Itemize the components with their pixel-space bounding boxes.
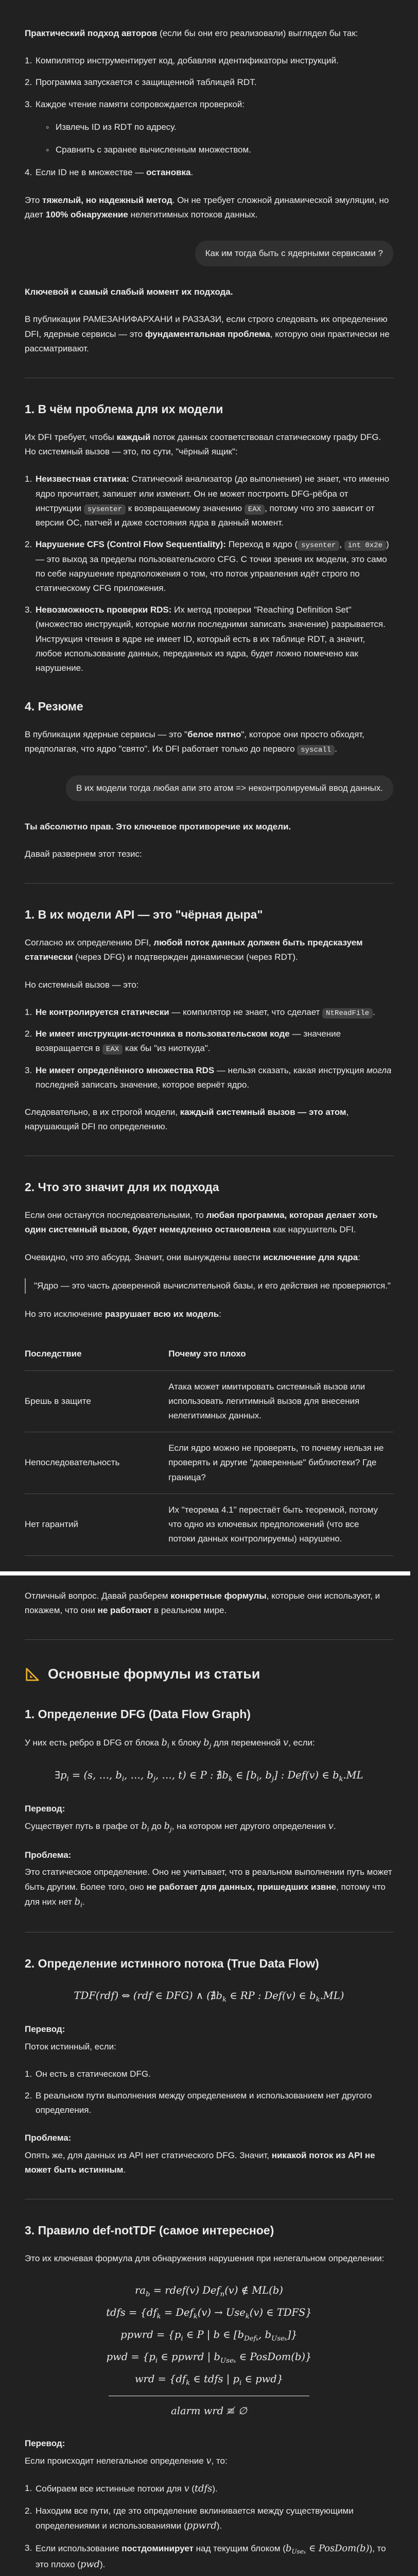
- heading-true-data-flow: 2. Определение истинного потока (True Data Flow): [25, 1956, 319, 1970]
- triangular-ruler-icon: [25, 1667, 40, 1682]
- list-item: Не имеет инструкции-источника в пользовательском коде — значение возвращается в EAX как бы "из ниоткуда".: [36, 1029, 341, 1054]
- list-item: Каждое чтение памяти сопровождается проверкой: ◦ Извлечь ID из RDT по адресу. ◦ Сравнить с заранее вычисленным множеством.: [25, 97, 393, 158]
- table-cell: Если ядро можно не проверять, то почему нельзя не проверять и другие "доверенные" библиотеки? Где граница?: [168, 1432, 393, 1494]
- assistant-message: [25, 1589, 393, 2576]
- list-item: Компилятор инструментирует код, добавляя идентификаторы инструкций.: [36, 56, 339, 66]
- list-item: Если ID не в множестве — остановка.: [36, 167, 194, 178]
- assistant-message: [25, 285, 393, 756]
- heading-what-it-means: 2. Что это значит для их подхода: [25, 1180, 219, 1194]
- paragraph: Ты абсолютно прав. Это ключевое противоречие их модели.: [25, 821, 291, 832]
- ordered-list: [25, 54, 393, 180]
- assistant-message: [25, 820, 393, 1556]
- user-message: [25, 241, 393, 266]
- formula-def-nottdf: $ra_b$ = rdef(v) Def$_n$(v) ∉ ML(b) tdfs = {$df_k = Def_k(v) \to Use_k(v)$ ∈ TDFS} ppwrd = {$p_i$ ∈ P | b ∈ [$b_{Def_k}$, $b_{Use_k}$]} pwd = {$p_i$ ∈ ppwrd | $b_{Use_k}$ ∈ PosDom(b)} wrd = {$df_k$ ∈ tdfs | $p_i$ ∈ pwd} alarm wrd ≢ ∅: [106, 2284, 312, 2417]
- heading-api-black-hole: 1. В их модели API — это "чёрная дыра": [25, 908, 263, 922]
- list-item: ◦ Извлечь ID из RDT по адресу.: [46, 120, 393, 134]
- list-item: Если использование постдоминирует над текущим блоком ($b_{Use_k}$ ∈ PosDom(b)), то это плохо (pwd).: [36, 2543, 386, 2570]
- list-item: Находим все пути, где это определение вклинивается между существующими определениями и использованиями (ppwrd).: [36, 2506, 354, 2532]
- table-cell: Непоследовательность: [25, 1432, 168, 1494]
- table-header-row: [25, 1338, 393, 1370]
- table-cell: Брешь в защите: [25, 1370, 168, 1432]
- paragraph: Опять же, для данных из API нет статического DFG. Значит, никакой поток из API не может быть истинным.: [25, 2150, 375, 2175]
- table-row: [25, 1494, 393, 1555]
- problem-label: Проблема:: [25, 1850, 72, 1860]
- paragraph: Давай развернем этот тезис:: [25, 849, 142, 859]
- user-message: [25, 775, 393, 801]
- list-item: ◦ Сравнить с заранее вычисленным множеством.: [46, 143, 393, 157]
- heading-formulas-section: Основные формулы из статьи: [25, 1666, 393, 1683]
- paragraph: Очевидно, что это абсурд. Значит, они вынуждены ввести исключение для ядра:: [25, 1252, 360, 1262]
- paragraph: Но системный вызов — это:: [25, 979, 139, 990]
- fraction-rule: [109, 2396, 309, 2397]
- table-cell: Их "теорема 4.1" перестаёт быть теоремой, потому что одно из ключевых предположений (что все потоки данных контролируемы) нарушено.: [168, 1494, 393, 1555]
- sub-list: [36, 120, 393, 157]
- list-item: Программа запускается с защищенной таблицей RDT.: [36, 77, 257, 88]
- translation-label: Перевод:: [25, 2024, 65, 2035]
- list-item: В реальном пути выполнения между определением и использованием нет другого определения.: [36, 2090, 372, 2115]
- paragraph: Но это исключение разрушает всю их модель:: [25, 1309, 221, 1319]
- paragraph: Ключевой и самый слабый момент их подхода.: [25, 287, 233, 297]
- paragraph: Практический подход авторов (если бы они его реализовали) выглядел бы так:: [25, 28, 358, 38]
- paragraph: Поток истинный, если:: [25, 2041, 116, 2052]
- problem-label: Проблема:: [25, 2133, 72, 2143]
- paragraph: Это тяжелый, но надежный метод. Он не требует сложной динамической эмуляции, но дает 100% обнаружение нелегитимных потоков данных.: [25, 195, 389, 219]
- column-header: Почему это плохо: [168, 1338, 393, 1370]
- heading-def-nottdf-rule: 3. Правило def-notTDF (самое интересное): [25, 2224, 274, 2238]
- ordered-list: [25, 1005, 393, 1092]
- translation-label: Перевод:: [25, 1804, 65, 1814]
- table-row: [25, 1432, 393, 1494]
- list-item: Нарушение CFS (Control Flow Sequentiality): Переход в ядро ( sysenter , int 0x2e ) — это выход за пределы пользовательского CFG. С точки зрения их модели, это само по себе нарушение предположения о том, что поток управления идёт строго по статическому CFG приложения.: [36, 539, 389, 593]
- kernel-trust-quote: "Ядро — это часть доверенной вычислительной базы, и его действия не проверяются.": [25, 1278, 393, 1294]
- paragraph: У них есть ребро в DFG от блока $b_i$ к блоку $b_j$ для переменной v, если:: [25, 1737, 315, 1750]
- table-cell: Нет гарантий: [25, 1494, 168, 1555]
- paragraph: Согласно их определению DFI, любой поток данных должен быть предсказуем статически (через DFG) и подтвержден динамически (через RDT).: [25, 938, 363, 962]
- assistant-message: [25, 26, 393, 222]
- paragraph: Если они останутся последовательными, то любая программа, которая делает хоть один системный вызов, будет немедленно остановлена как нарушитель DFI.: [25, 1210, 378, 1235]
- paragraph: Это их ключевая формула для обнаружения нарушения при нелегальном определении:: [25, 2253, 385, 2263]
- paragraph: В публикации ядерные сервисы — это "белое пятно", которое они просто обходят, предполагая, что ядро "свято". Их DFI работает только до первого syscall .: [25, 730, 364, 755]
- user-message-bubble: В их модели тогда любая апи это атом => неконтролируемый ввод данных.: [66, 775, 393, 801]
- paragraph: Если происходит нелегальное определение v, то:: [25, 2455, 228, 2466]
- divider: [25, 1932, 393, 1933]
- paragraph: Их DFI требует, чтобы каждый поток данных соответствовал статическому графу DFG. Но системный вызов — это, по сути, "чёрный ящик":: [25, 432, 381, 457]
- list-item: Собираем все истинные потоки для v (tdfs).: [36, 2483, 218, 2495]
- table-row: [25, 1370, 393, 1432]
- formula-tdf: TDF(rdf) ⇔ (rdf ∈ DFG) ∧ ($∄b_k$ ∈ RP : Def(v) ∈ $b_k.ML$): [74, 1990, 344, 2004]
- translation-label: Перевод:: [25, 2438, 65, 2448]
- heading-dfg-definition: 1. Определение DFG (Data Flow Graph): [25, 1707, 251, 1721]
- ordered-list: [25, 2067, 393, 2118]
- paragraph: Следовательно, в их строгой модели, каждый системный вызов — это атом, нарушающий DFI по определению.: [25, 1107, 349, 1132]
- divider: [25, 1639, 393, 1640]
- ordered-list: [25, 472, 393, 675]
- list-item: Не контролируется статически — компилятор не знает, что сделает NtReadFile .: [36, 1007, 375, 1018]
- screenshot-seam: [0, 1571, 410, 1575]
- paragraph: Существует путь в графе от $b_i$ до $b_j$, на котором нет другого определения v.: [25, 1821, 336, 1834]
- list-item: Неизвестная статика: Статический анализатор (до выполнения) не знает, что именно ядро прочитает, запишет или изменит. Он не может построить DFG-рёбра от инструкции sysenter к возвращаемому значению EAX , потому что это зависит от версии ОС, патчей и даже состояния ядра в данный момент.: [36, 474, 390, 528]
- paragraph: Это статическое определение. Оно не учитывает, что в реальном выполнении путь может быть другим. Более того, оно не работает для данных, пришедших извне, потому что для них нет $b_i$.: [25, 1867, 392, 1909]
- list-item: Он есть в статическом DFG.: [36, 2069, 151, 2079]
- table-cell: Атака может имитировать системный вызов или использовать легитимный вызов для внесения нелегитимных данных.: [168, 1370, 393, 1432]
- paragraph: В публикации РАМЕЗАНИФАРХАНИ и РАЗЗАЗИ, если строго следовать их определению DFI, ядерные сервисы — это фундаментальная проблема, которую они практически не рассматривают.: [25, 314, 390, 353]
- heading-problem-for-model: 1. В чём проблема для их модели: [25, 402, 223, 416]
- list-item: Невозможность проверки RDS: Их метод проверки "Reaching Definition Set" (множество инструкций, которые могли последними записать значение) разрывается. Инструкция чтения в ядре не имеет ID, который есть в их таблице RDT, а значит, любое использование данных, переданных из ядра, будет ложно помечено как нарушение.: [36, 605, 386, 673]
- list-item: Не имеет определённого множества RDS — нельзя сказать, какая инструкция могла последней записать значение, которое вернёт ядро.: [36, 1065, 392, 1090]
- ordered-list: [25, 2481, 393, 2576]
- column-header: Последствие: [25, 1338, 168, 1370]
- user-message-bubble: Как им тогда быть с ядерными сервисами ?: [195, 241, 393, 266]
- heading-summary: 4. Резюме: [25, 700, 83, 714]
- divider: [25, 883, 393, 884]
- paragraph: Отличный вопрос. Давай разберем конкретные формулы, которые они используют, и покажем, что они не работают в реальном мире.: [25, 1590, 380, 1615]
- formula-dfg: $\exists p_i = (s$, …, $b_i$, …, $b_j$, …, t) ∈ P : $∄b_k$ ∈ [$b_i$, $b_j$] : Def(v) ∈ $b_k.ML$: [55, 1769, 363, 1784]
- consequences-table: [25, 1338, 393, 1555]
